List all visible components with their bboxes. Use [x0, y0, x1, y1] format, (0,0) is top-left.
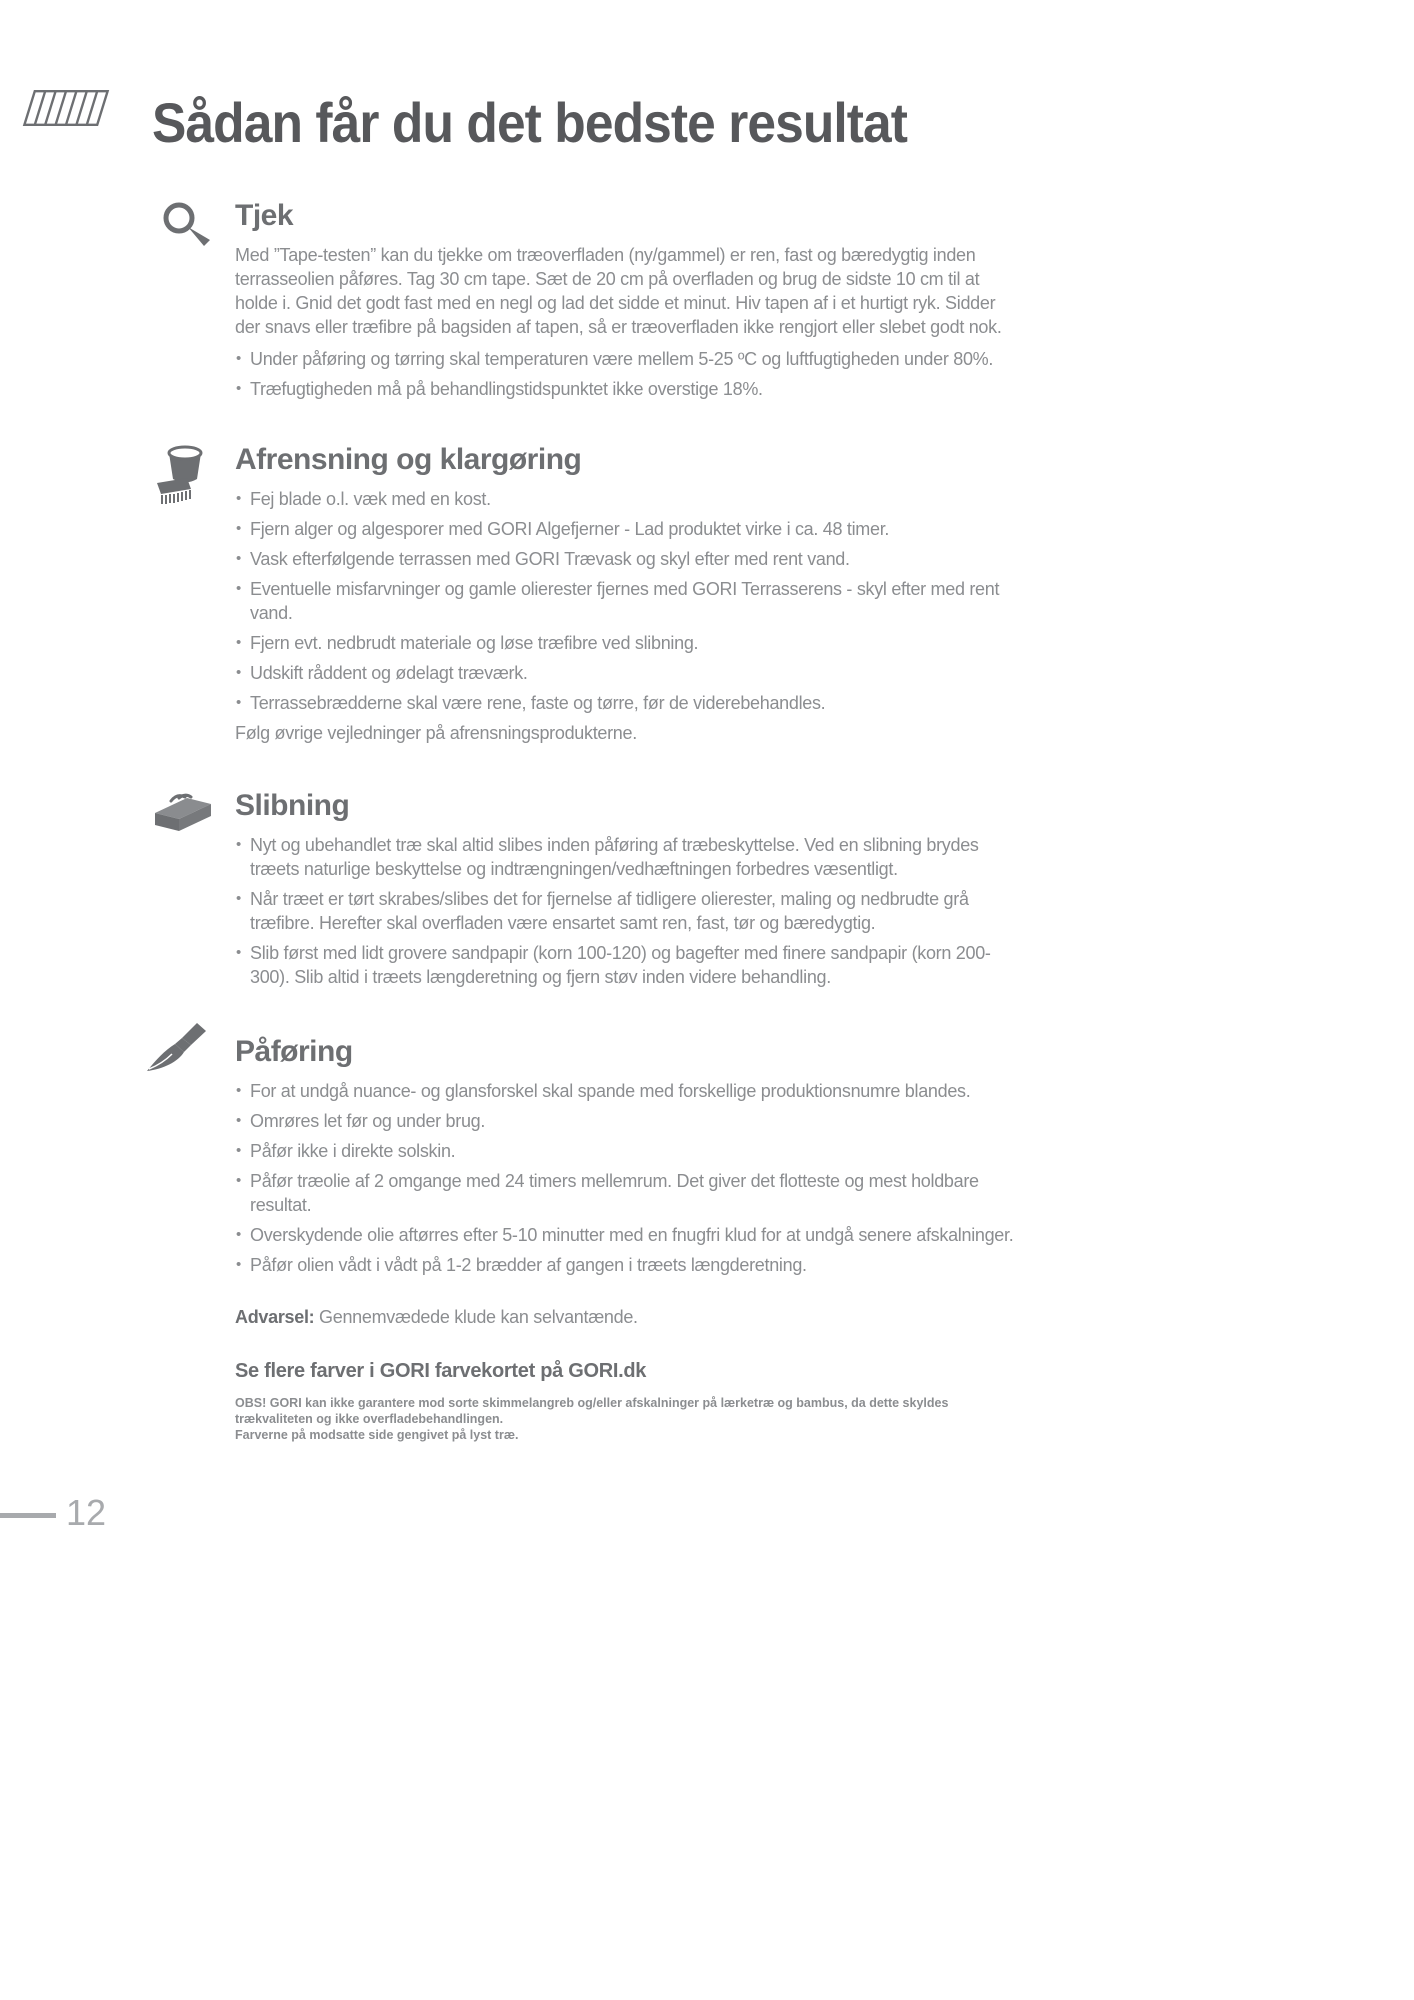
- bullet-item: • Terrassebrædderne skal være rene, faste og tørre, før de viderebehandles.: [235, 691, 1015, 715]
- page-number: 12: [66, 1492, 107, 1533]
- bullet-item: • Overskydende olie aftørres efter 5-10 minutter med en fnugfri klud for at undgå senere afskalninger.: [235, 1223, 1015, 1247]
- warning-text: Gennemvædede klude kan selvantænde.: [319, 1307, 638, 1327]
- section-content: [235, 199, 1015, 407]
- section-title: Afrensning og klargøring: [235, 443, 582, 476]
- obs-note: OBS! GORI kan ikke garantere mod sorte skimmelangreb og/eller afskalninger på lærketræ og bambus, da dette skyldes trækvaliteten og ikke overfladebehandlingen.: [235, 1396, 949, 1426]
- paintbrush-icon: [143, 1019, 215, 1075]
- bullet-item: • Fjern alger og algesporer med GORI Algefjerner - Lad produktet virke i ca. 48 timer.: [235, 517, 1015, 541]
- section-content: [235, 789, 1015, 995]
- section-content: [235, 1035, 1015, 1283]
- section-icon-column: [0, 789, 235, 995]
- bullet-item: • Slib først med lidt grovere sandpapir (korn 100-120) og bagefter med finere sandpapir (korn 200-300). Slib altid i træets længderetning og fjern støv inden videre behandling.: [235, 941, 1015, 989]
- section-title: Påføring: [235, 1035, 353, 1068]
- warning-line: [235, 1305, 1015, 1329]
- page-title: Sådan får du det bedste resultat: [152, 91, 907, 154]
- bucket-brush-icon: [155, 443, 215, 507]
- section-pafoering: [0, 1035, 1414, 1283]
- magnifier-icon: [159, 199, 215, 257]
- bullet-item: • Nyt og ubehandlet træ skal altid slibes inden påføring af træbeskyttelse. Ved en slibning brydes træets naturlige beskyttelse og indtrængningen/vedhæftningen forbedres væsentligt.: [235, 833, 1015, 881]
- section-icon-column: [0, 443, 235, 745]
- bullet-item: • For at undgå nuance- og glansforskel skal spande med forskellige produktionsnumre blandes.: [235, 1079, 1015, 1103]
- bullet-item: • Fej blade o.l. væk med en kost.: [235, 487, 1015, 511]
- bullet-item: • Omrøres let før og under brug.: [235, 1109, 1015, 1133]
- section-afrensning: [0, 443, 1414, 745]
- bullet-item: • Påfør ikke i direkte solskin.: [235, 1139, 1015, 1163]
- content-flow: [0, 185, 1414, 1443]
- colors-note: Farverne på modsatte side gengivet på lyst træ.: [235, 1428, 519, 1442]
- bullet-item: • Under påføring og tørring skal temperaturen være mellem 5-25 ºC og luftfugtigheden under 80%.: [235, 347, 1015, 371]
- bullet-item: • Påfør olien vådt i vådt på 1-2 brædder af gangen i træets længderetning.: [235, 1253, 1015, 1277]
- colors-line: Se flere farver i GORI farvekortet på GORI.dk: [235, 1360, 647, 1382]
- bullet-list: [235, 487, 1015, 715]
- section-icon-column: [0, 1035, 235, 1283]
- bullet-item: • Påfør træolie af 2 omgange med 24 timers mellemrum. Det giver det flotteste og mest holdbare resultat.: [235, 1169, 1015, 1217]
- pageno-rule: [0, 1513, 56, 1518]
- section-intro: Med ”Tape-testen” kan du tjekke om træoverfladen (ny/gammel) er ren, fast og bæredygtig inden terrasseolien påføres. Tag 30 cm tape. Sæt de 20 cm på overfladen og brug de sidste 10 cm til at holde i. Gnid det godt fast med en negl og lad det sidde et minut. Hiv tapen af i et hurtigt ryk. Sidder der snavs eller træfibre på bagsiden af tapen, så er træoverfladen ikke rengjort eller slebet godt nok.: [235, 245, 1002, 337]
- bullet-item: • Vask efterfølgende terrassen med GORI Trævask og skyl efter med rent vand.: [235, 547, 1015, 571]
- bullet-item: • Når træet er tørt skrabes/slibes det for fjernelse af tidligere olierester, maling og nedbrudte grå træfibre. Herefter skal overfladen være ensartet samt ren, fast, tør og bæredygtig.: [235, 887, 1015, 935]
- section-title: Slibning: [235, 789, 350, 822]
- bullet-item: • Eventuelle misfarvninger og gamle olierester fjernes med GORI Terrasserens - skyl efter med rent vand.: [235, 577, 1015, 625]
- bullet-item: • Fjern evt. nedbrudt materiale og løse træfibre ved slibning.: [235, 631, 1015, 655]
- section-tjek: [0, 199, 1414, 407]
- tail-text: [235, 1305, 1015, 1443]
- bullet-item: • Træfugtigheden må på behandlingstidspunktet ikke overstige 18%.: [235, 377, 1015, 401]
- sanding-block-icon: [149, 789, 215, 837]
- section-title: Tjek: [235, 199, 294, 232]
- warning-label: Advarsel:: [235, 1307, 315, 1327]
- section-slibning: [0, 789, 1414, 995]
- decking-icon: [22, 88, 110, 128]
- bullet-item: • Udskift råddent og ødelagt træværk.: [235, 661, 1015, 685]
- section-icon-column: [0, 199, 235, 407]
- bullet-list: [235, 1079, 1015, 1277]
- section-outro: Følg øvrige vejledninger på afrensningsprodukterne.: [235, 723, 637, 743]
- bullet-list: [235, 347, 1015, 401]
- bullet-list: [235, 833, 1015, 989]
- section-content: [235, 443, 1015, 745]
